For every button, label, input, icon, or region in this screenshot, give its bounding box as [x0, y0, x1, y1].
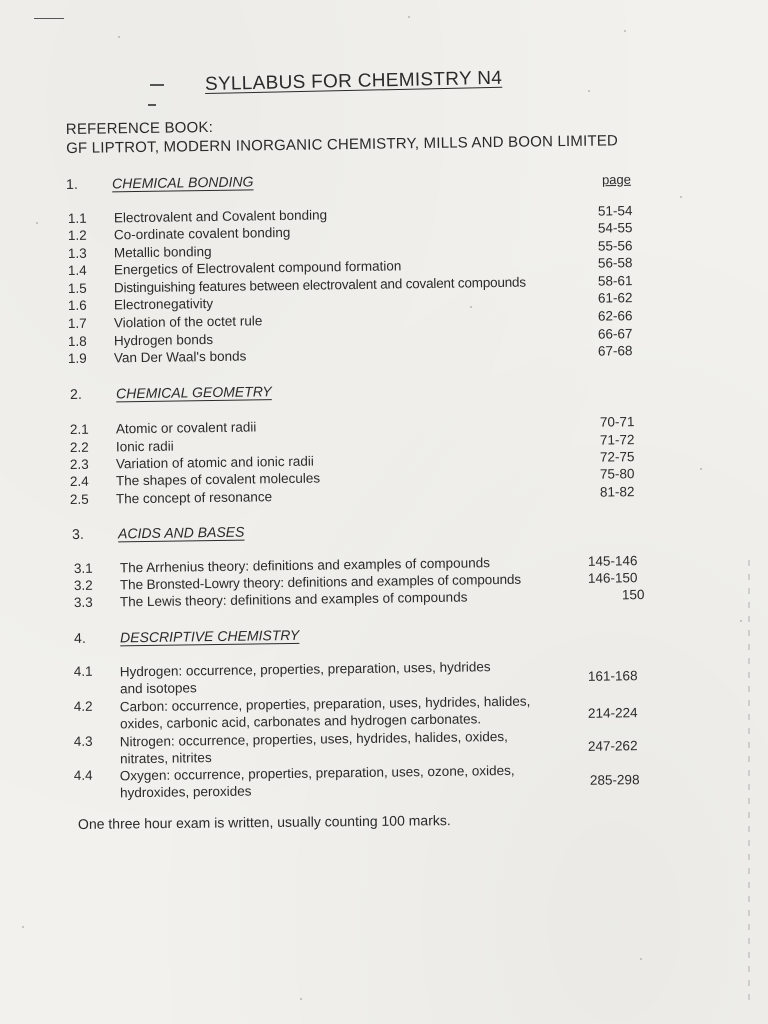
item-pages: 81-82 — [599, 484, 635, 500]
section-number: 1. — [66, 175, 78, 192]
scan-mark — [150, 84, 164, 86]
scan-speck — [680, 196, 682, 198]
scan-edge — [748, 560, 750, 1000]
item-text-continued: hydroxides, peroxides — [119, 783, 252, 801]
item-number: 1.7 — [67, 315, 87, 331]
scan-speck — [640, 958, 642, 960]
reference-label: REFERENCE BOOK: — [65, 118, 214, 139]
item-number: 1.6 — [67, 297, 87, 313]
item-number: 1.1 — [67, 210, 87, 226]
item-number: 3.3 — [73, 594, 93, 610]
section-name: ACIDS AND BASES — [117, 523, 245, 542]
exam-note: One three hour exam is written, usually counting 100 marks. — [77, 812, 451, 832]
item-pages: 145-146 — [587, 553, 638, 569]
page-column-label: page — [601, 171, 632, 188]
item-pages: 285-298 — [589, 772, 640, 788]
item-pages: 214-224 — [587, 705, 638, 721]
item-number: 1.4 — [67, 262, 87, 278]
item-number: 4.3 — [73, 733, 93, 750]
item-text: Hydrogen bonds — [113, 331, 214, 349]
item-text: Hydrogen: occurrence, properties, preparation, uses, hydrides — [119, 659, 491, 680]
item-pages: 56-58 — [597, 255, 633, 271]
item-pages: 55-56 — [597, 238, 633, 254]
item-text: Atomic or covalent radii — [115, 419, 257, 437]
item-number: 1.8 — [67, 333, 87, 349]
item-pages: 67-68 — [597, 343, 633, 359]
section-number: 4. — [74, 629, 86, 646]
reference-block — [66, 112, 618, 158]
scan-speck — [700, 468, 702, 470]
scan-speck — [36, 222, 38, 224]
section-number: 2. — [70, 385, 82, 402]
scan-speck — [588, 90, 590, 92]
item-text: Variation of atomic and ionic radii — [115, 453, 314, 472]
item-pages: 61-62 — [597, 290, 633, 306]
item-number: 4.2 — [73, 698, 93, 715]
item-text: Co-ordinate covalent bonding — [113, 224, 291, 243]
scan-speck — [300, 998, 302, 1000]
item-pages: 150 — [621, 587, 645, 603]
item-text: Metallic bonding — [113, 243, 212, 261]
item-pages: 247-262 — [587, 738, 638, 754]
item-number: 1.5 — [67, 280, 87, 296]
reference-book: GF LIPTROT, MODERN INORGANIC CHEMISTRY, MILLS AND BOON LIMITED — [66, 132, 619, 157]
item-text: Electronegativity — [113, 295, 214, 313]
item-number: 3.2 — [73, 577, 93, 593]
item-pages: 62-66 — [597, 308, 633, 324]
item-pages: 54-55 — [597, 220, 633, 236]
item-text-continued: nitrates, nitrites — [119, 750, 212, 767]
item-text-continued: oxides, carbonic acid, carbonates and hydrogen carbonates. — [119, 711, 482, 732]
scan-speck — [624, 30, 626, 32]
document-title: SYLLABUS FOR CHEMISTRY N4 — [204, 67, 503, 95]
item-text: The Arrhenius theory: definitions and examples of compounds — [119, 555, 491, 576]
item-pages: 71-72 — [599, 432, 635, 448]
item-text: Ionic radii — [115, 438, 174, 455]
item-text: Van Der Waal's bonds — [113, 348, 247, 366]
item-text: Violation of the octet rule — [113, 313, 263, 331]
scan-speck — [118, 36, 120, 38]
item-text: Distinguishing features between electrovalent and covalent compounds — [113, 274, 526, 296]
item-text-continued: and isotopes — [119, 680, 197, 697]
item-pages: 66-67 — [597, 326, 633, 342]
item-text: The concept of resonance — [115, 489, 273, 507]
item-number: 2.5 — [69, 491, 89, 507]
item-number: 1.3 — [67, 245, 87, 261]
item-text: The Bronsted-Lowry theory: definitions and examples of compounds — [119, 571, 522, 593]
item-text: Oxygen: occurrence, properties, preparation, uses, ozone, oxides, — [119, 762, 515, 784]
item-text: Nitrogen: occurrence, properties, uses, hydrides, halides, oxides, — [119, 728, 508, 750]
item-number: 3.1 — [73, 560, 93, 576]
scan-speck — [408, 16, 410, 18]
item-number: 2.3 — [69, 456, 89, 472]
item-pages: 51-54 — [597, 203, 633, 219]
section-name: CHEMICAL GEOMETRY — [115, 383, 272, 402]
item-text: Electrovalent and Covalent bonding — [113, 207, 328, 226]
scan-mark — [148, 104, 156, 106]
scan-mark — [34, 18, 64, 19]
scan-speck — [22, 926, 24, 928]
item-number: 1.9 — [67, 350, 87, 366]
item-text: Carbon: occurrence, properties, preparation, uses, hydrides, halides, — [119, 693, 531, 715]
item-text: Energetics of Electrovalent compound formation — [113, 258, 402, 278]
scan-speck — [740, 620, 742, 622]
item-pages: 70-71 — [599, 414, 635, 430]
item-pages: 161-168 — [587, 668, 638, 684]
item-number: 2.1 — [69, 421, 89, 437]
section-name: DESCRIPTIVE CHEMISTRY — [119, 626, 300, 646]
item-number: 2.2 — [69, 439, 89, 455]
item-pages: 72-75 — [599, 449, 635, 465]
item-pages: 58-61 — [597, 273, 633, 289]
item-number: 1.2 — [67, 227, 87, 243]
item-number: 4.4 — [73, 767, 93, 784]
item-number: 4.1 — [73, 663, 93, 680]
item-text: The shapes of covalent molecules — [115, 470, 321, 489]
section-name: CHEMICAL BONDING — [111, 173, 254, 192]
section-number: 3. — [72, 525, 84, 542]
item-pages: 146-150 — [587, 570, 638, 586]
item-number: 2.4 — [69, 473, 89, 489]
item-pages: 75-80 — [599, 466, 635, 482]
item-text: The Lewis theory: definitions and examples of compounds — [119, 589, 468, 610]
